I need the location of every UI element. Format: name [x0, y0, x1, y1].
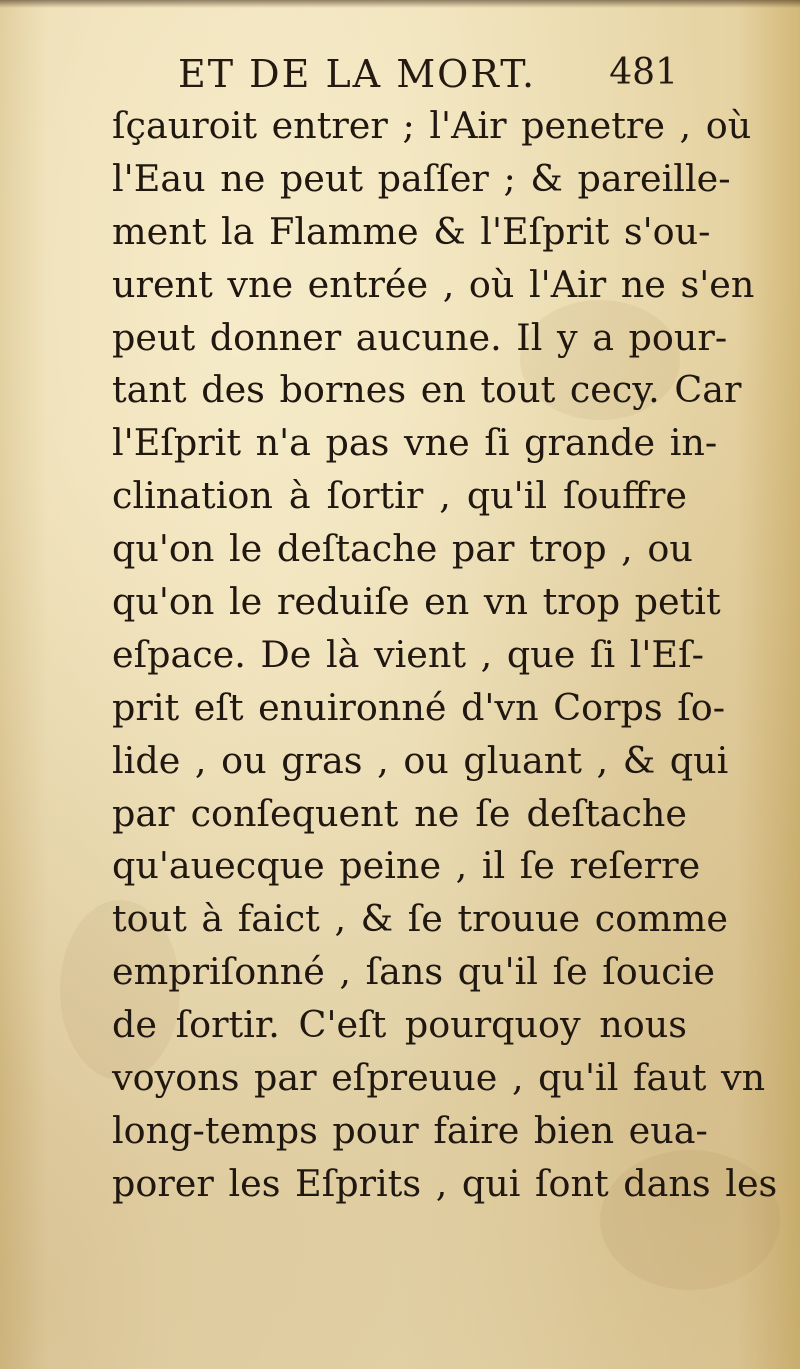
text-line: empriſonné , ſans qu'il ſe ſoucie [112, 950, 715, 994]
text-line: qu'on le reduiſe en vn trop petit [112, 580, 721, 624]
page-top-edge [0, 0, 800, 8]
page-number: 481 [609, 52, 678, 93]
text-line: l'Eſprit n'a pas vne ſi grande in- [112, 421, 718, 465]
text-line: long-temps pour faire bien eua- [112, 1108, 708, 1152]
text-line: ment la Flamme & l'Eſprit s'ou- [112, 209, 711, 253]
text-line: qu'on le deſtache par trop , ou [112, 527, 693, 571]
text-line: ſçauroit entrer ; l'Air penetre , où [112, 104, 752, 147]
text-line: tout à faict , & ſe trouue comme [112, 897, 728, 941]
text-line: voyons par eſpreuue , qu'il faut vn [112, 1056, 766, 1100]
text-line: eſpace. De là vient , que ſi l'Eſ- [112, 632, 704, 676]
text-line: tant des bornes en tout cecy. Car [112, 368, 742, 412]
bottom-margin [120, 1230, 680, 1270]
text-line: de ſortir. C'eſt pourquoy nous [112, 1003, 687, 1047]
text-line: clination à ſortir , qu'il ſouffre [112, 474, 687, 518]
running-title: ET DE LA MORT. [178, 52, 537, 96]
text-line: peut donner aucune. Il y a pour- [112, 315, 728, 359]
text-line: qu'auecque peine , il ſe reſerre [112, 844, 701, 888]
body-text [112, 100, 778, 1211]
text-line: prit eſt enuironné d'vn Corps ſo- [112, 685, 726, 729]
text-line: par conſequent ne ſe deſtache [112, 791, 687, 835]
page-header [150, 52, 690, 102]
text-line: urent vne entrée , où l'Air ne s'en [112, 262, 755, 306]
text-line: l'Eau ne peut paſſer ; & pareille- [112, 156, 731, 200]
text-line: porer les Eſprits , qui ſont dans les [112, 1161, 778, 1205]
text-line: lide , ou gras , ou gluant , & qui [112, 738, 729, 782]
